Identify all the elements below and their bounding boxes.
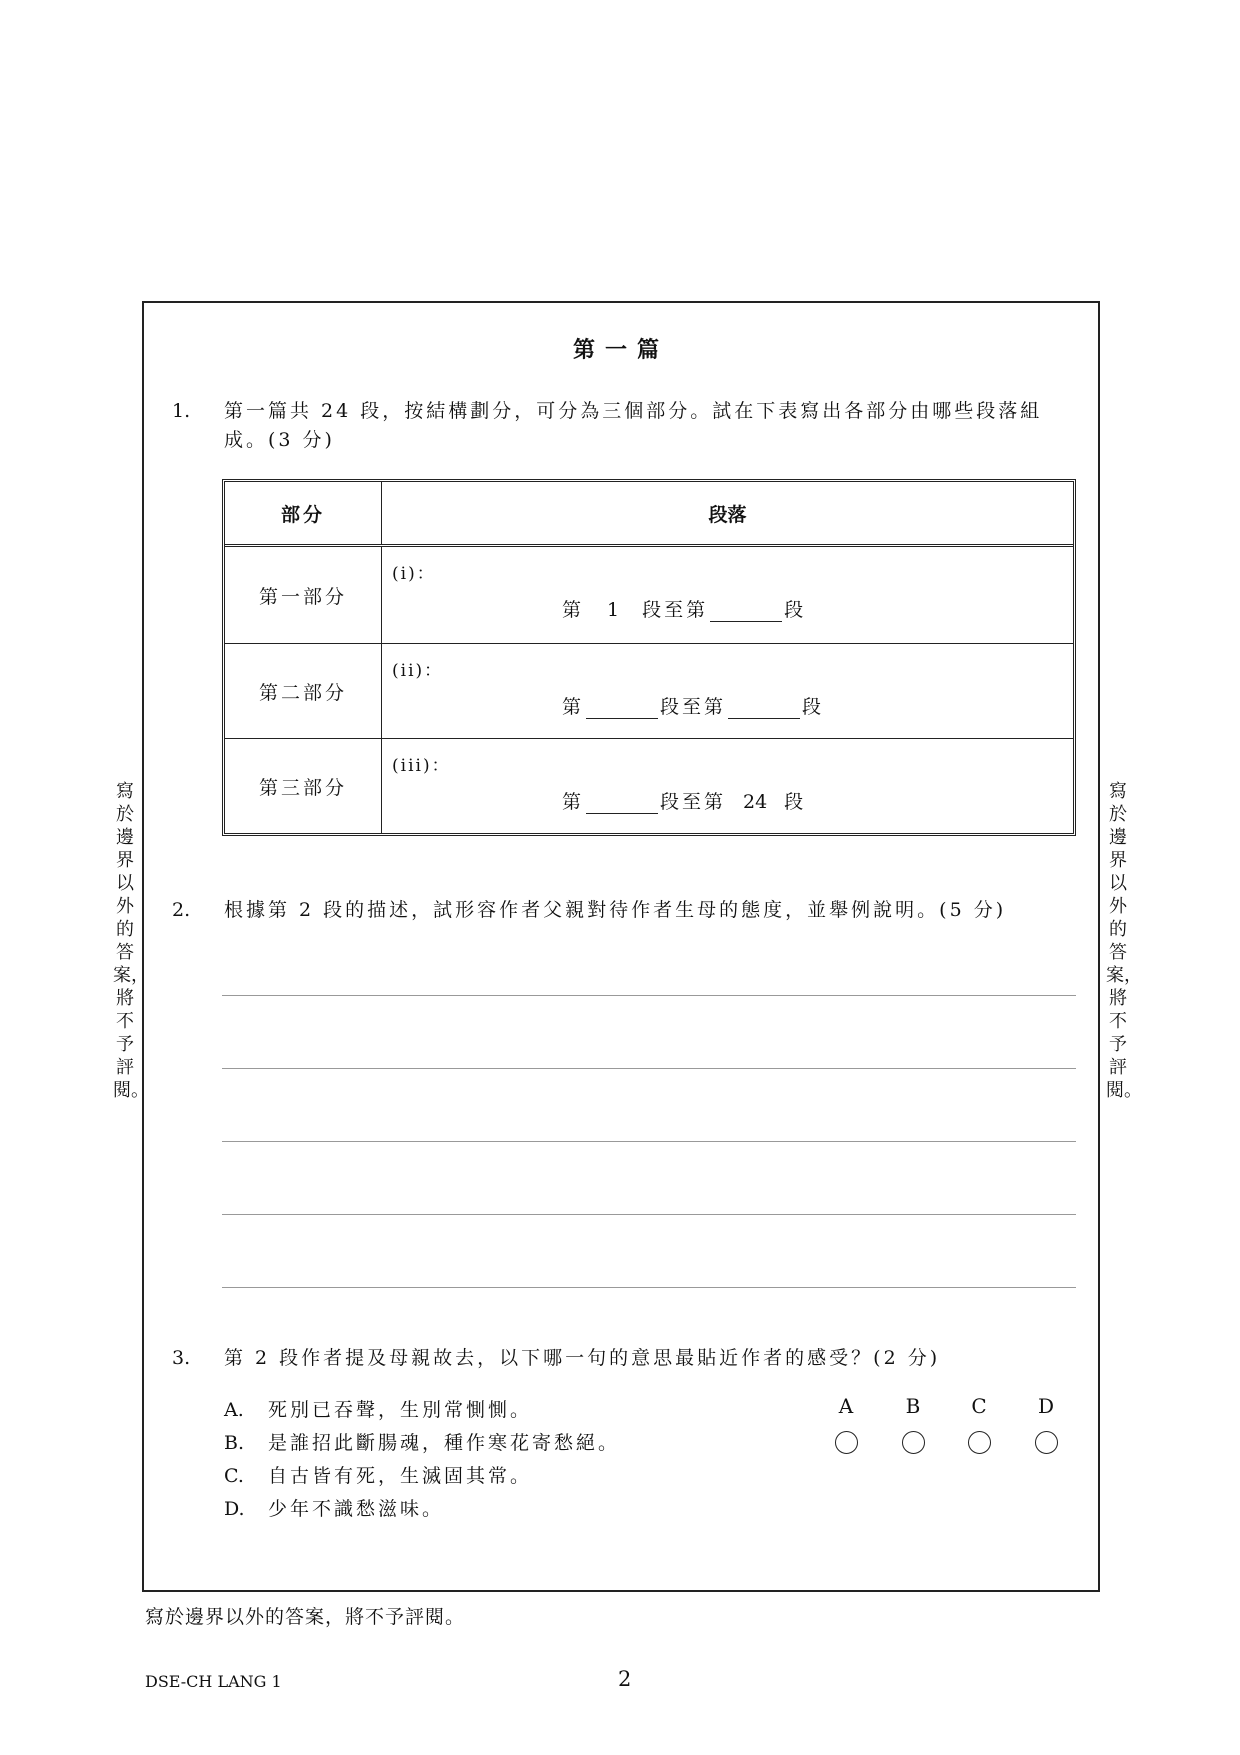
option-label: A.: [224, 1399, 244, 1421]
choice-bubble-c[interactable]: [968, 1431, 991, 1454]
choice-letter-a: A: [838, 1394, 854, 1418]
paragraph-range: [562, 692, 824, 719]
part-label: 第一部分: [225, 547, 382, 643]
choice-bubble-b[interactable]: [902, 1431, 925, 1454]
option-text: 死別已吞聲，生別常惻惻。: [268, 1399, 533, 1421]
range-suffix: 段: [784, 599, 807, 621]
option-d: [224, 1494, 444, 1521]
option-text: 少年不識愁滋味。: [268, 1498, 445, 1520]
range-middle: 段至第: [660, 791, 727, 813]
range-end: 24: [742, 791, 768, 813]
range-start-blank[interactable]: [586, 793, 658, 814]
option-c: [224, 1461, 532, 1488]
q1-text: 第一篇共 24 段，按結構劃分，可分為三個部分。試在下表寫出各部分由哪些段落組成。(3 分): [224, 400, 1043, 451]
table-row: [225, 739, 1073, 833]
range-suffix: 段: [802, 696, 825, 718]
page-number: 2: [618, 1667, 632, 1691]
range-prefix: 第: [562, 599, 585, 621]
part-label: 第三部分: [225, 739, 382, 833]
table-row: [225, 547, 1073, 644]
answer-line[interactable]: [222, 1287, 1076, 1288]
option-a: [224, 1395, 532, 1422]
q3-text: 第 2 段作者提及母親故去，以下哪一句的意思最貼近作者的感受？(2 分): [224, 1347, 941, 1369]
header-paragraph: 段落: [708, 503, 747, 526]
q1-number: 1.: [172, 400, 191, 422]
range-prefix: 第: [562, 791, 585, 813]
answer-frame: [142, 301, 1100, 1592]
section-title: 第一篇: [572, 337, 669, 363]
left-margin-note: 寫於邊界以外的答案，將不予評閱。: [113, 781, 149, 1101]
paper-code: DSE-CH LANG 1: [145, 1672, 282, 1691]
choice-letter-b: B: [905, 1394, 921, 1418]
paragraph-table: [222, 479, 1076, 836]
header-part: 部分: [225, 482, 382, 544]
q3-number: 3.: [172, 1347, 191, 1369]
table-row: [225, 644, 1073, 739]
choice-bubble-a[interactable]: [835, 1431, 858, 1454]
option-b: [224, 1428, 620, 1455]
answer-line[interactable]: [222, 1068, 1076, 1069]
answer-line[interactable]: [222, 1141, 1076, 1142]
range-start-blank[interactable]: [586, 698, 658, 719]
q2-number: 2.: [172, 899, 191, 921]
option-label: B.: [224, 1432, 245, 1454]
range-middle: 段至第: [660, 696, 727, 718]
bottom-note: 寫於邊界以外的答案，將不予評閱。: [145, 1606, 466, 1628]
paragraph-cell: [382, 739, 1073, 833]
choice-letter-d: D: [1037, 1394, 1055, 1418]
choice-bubble-d[interactable]: [1035, 1431, 1058, 1454]
table-header-row: [225, 482, 1073, 547]
range-prefix: 第: [562, 696, 585, 718]
range-middle: 段至第: [642, 599, 709, 621]
answer-line[interactable]: [222, 995, 1076, 996]
range-start: 1: [607, 599, 620, 621]
paragraph-range: [562, 595, 806, 622]
paragraph-cell: [382, 547, 1073, 643]
part-label: 第二部分: [225, 644, 382, 738]
option-label: D.: [224, 1498, 245, 1520]
paragraph-cell: [382, 644, 1073, 738]
roman-numeral: (iii)：: [392, 756, 451, 776]
answer-line[interactable]: [222, 1214, 1076, 1215]
q2-text: 根據第 2 段的描述，試形容作者父親對待作者生母的態度，並舉例說明。(5 分): [224, 899, 1007, 921]
paragraph-range: [562, 787, 806, 814]
roman-numeral: (ii)：: [392, 661, 444, 681]
option-label: C.: [224, 1465, 244, 1487]
choice-letter-c: C: [971, 1394, 987, 1418]
right-margin-note: 寫於邊界以外的答案，將不予評閱。: [1106, 781, 1142, 1101]
range-end-blank[interactable]: [710, 601, 782, 622]
roman-numeral: (i)：: [392, 564, 436, 584]
range-end-blank[interactable]: [728, 698, 800, 719]
range-suffix: 段: [784, 791, 807, 813]
option-text: 是誰招此斷腸魂，種作寒花寄愁絕。: [268, 1432, 621, 1454]
option-text: 自古皆有死，生滅固其常。: [268, 1465, 533, 1487]
